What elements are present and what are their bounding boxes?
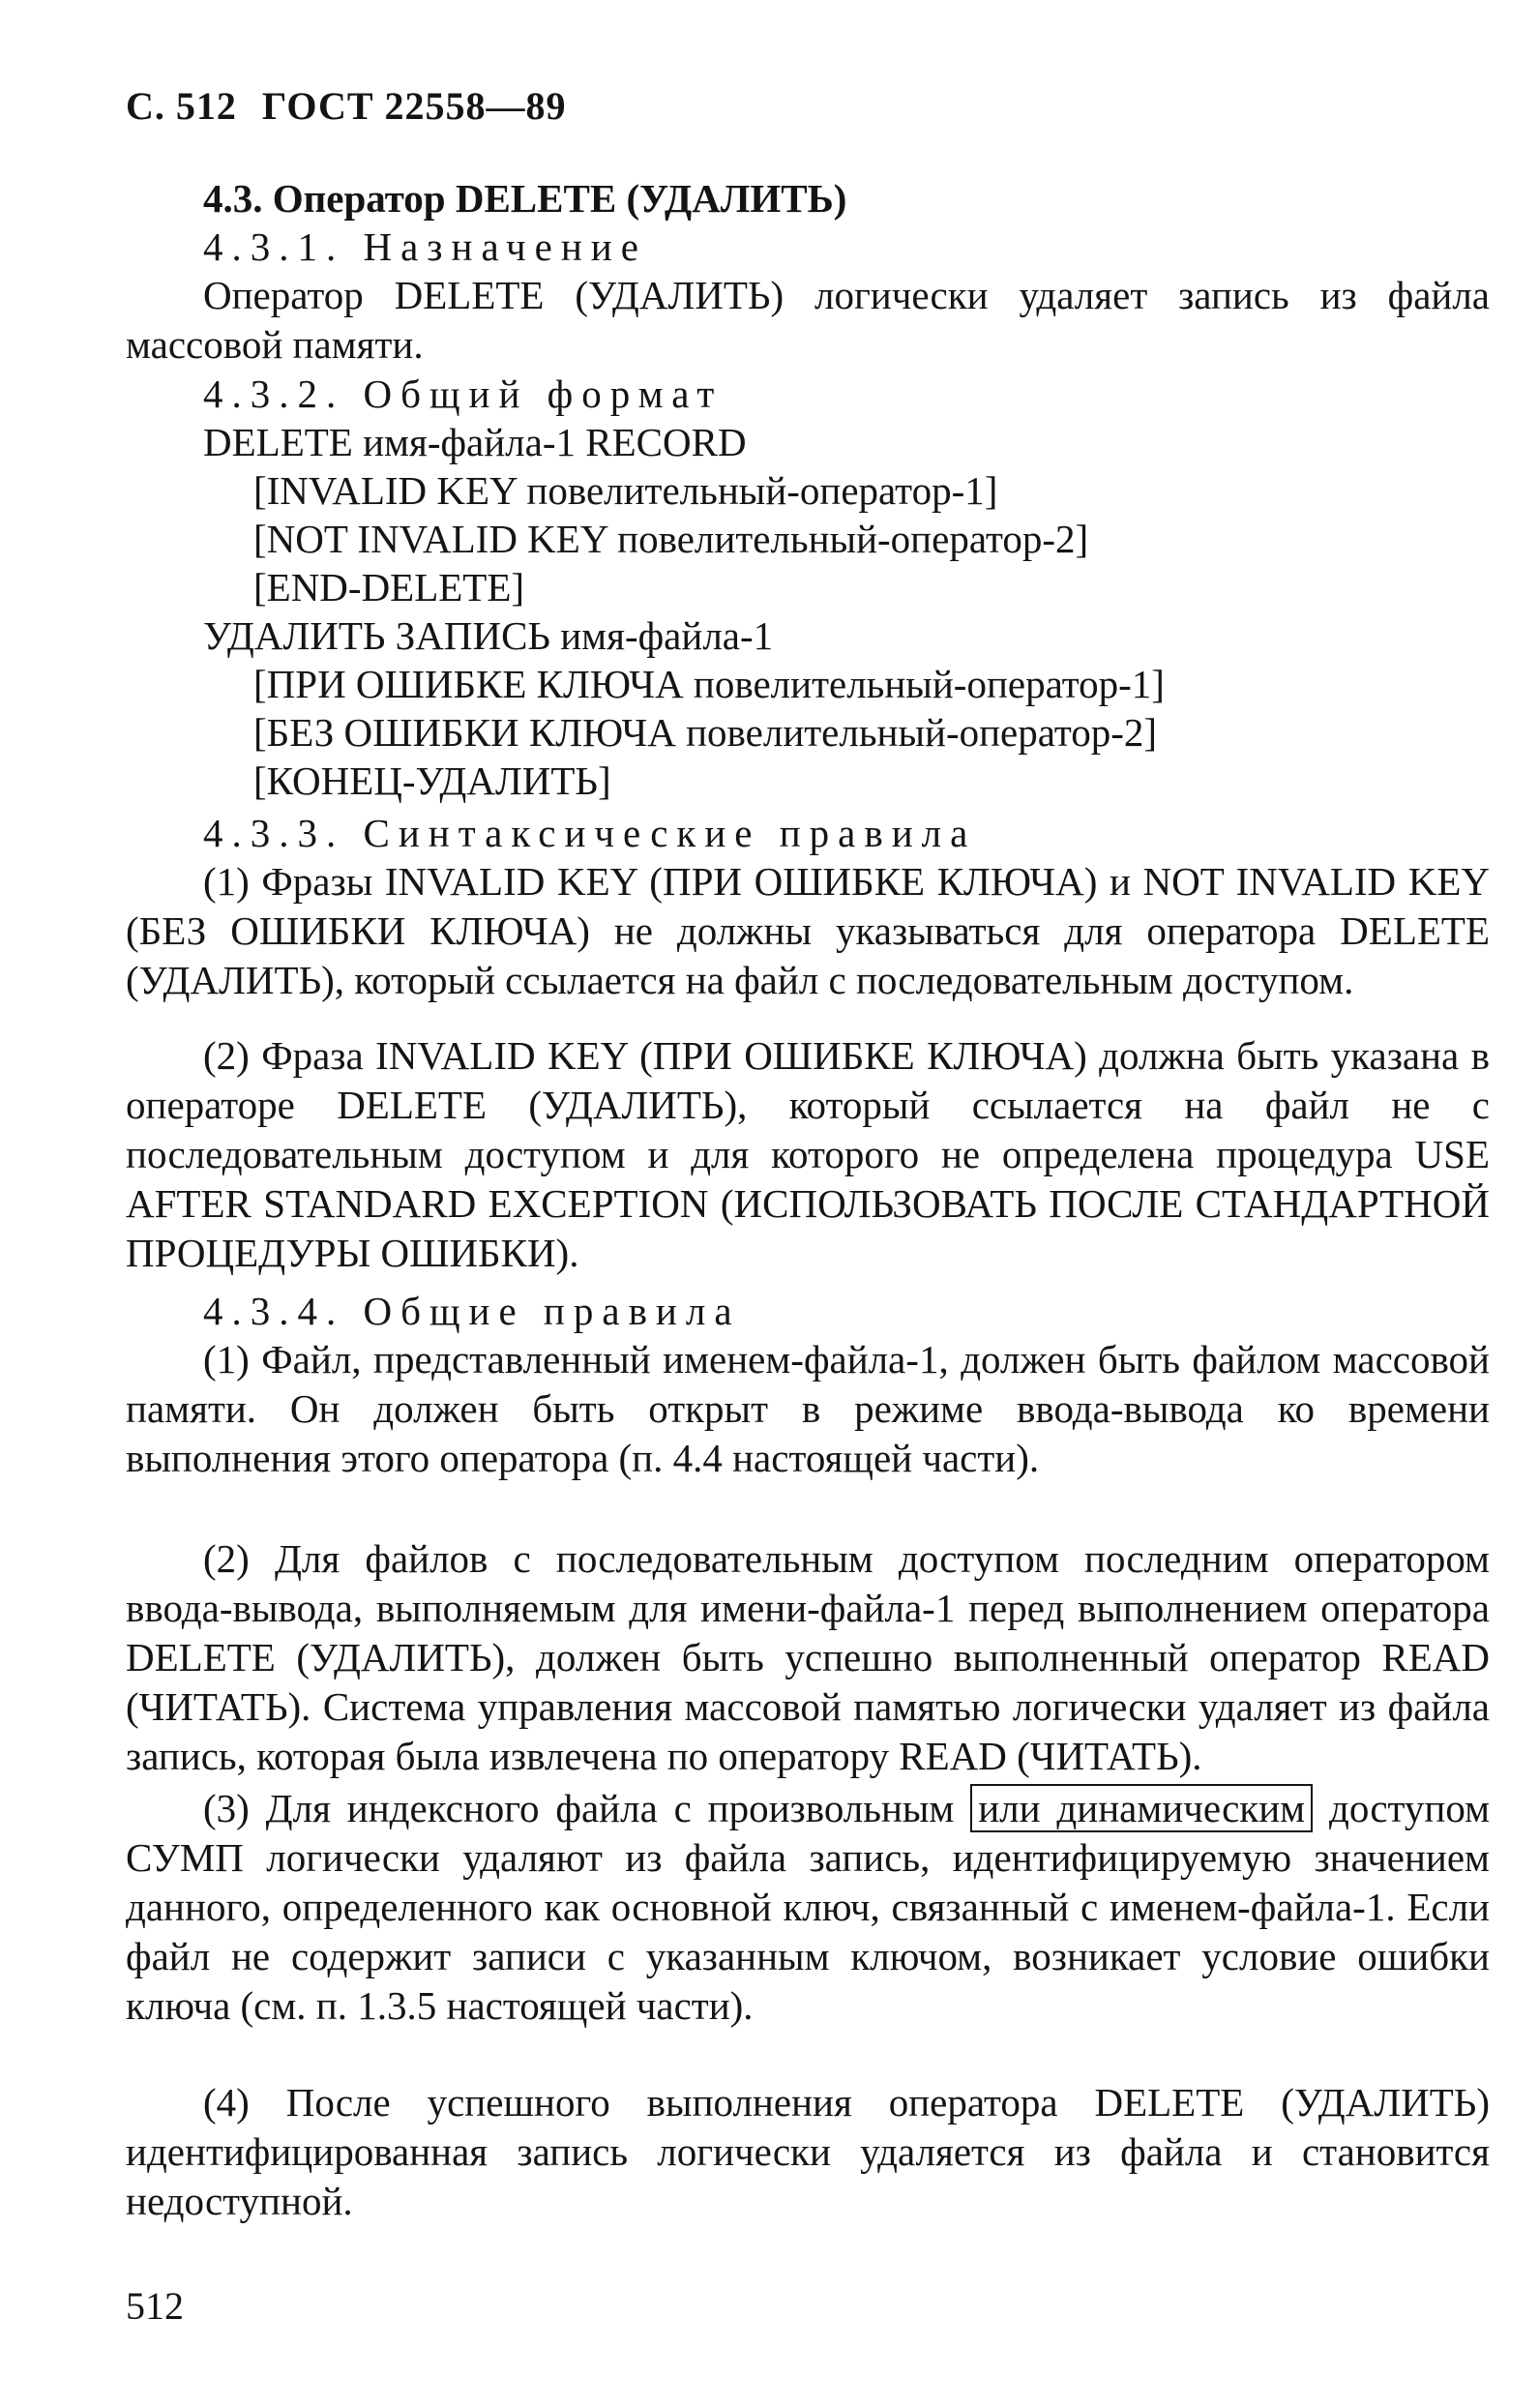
syntax-heading: 4.3.3. Синтаксические правила (203, 811, 977, 855)
dynamic-access-box: или динамическим (970, 1784, 1313, 1832)
format-en-line-4: [END-DELETE] (253, 565, 525, 609)
format-heading: 4.3.2. Общий формат (203, 372, 724, 416)
format-ru-line-2: [ПРИ ОШИБКЕ КЛЮЧА повелительный-оператор-1] (253, 662, 1165, 706)
page-number: 512 (126, 2284, 184, 2328)
format-ru-line-1: УДАЛИТЬ ЗАПИСЬ имя-файла-1 (203, 613, 774, 658)
format-en-line-2: [INVALID KEY повелительный-оператор-1] (253, 468, 998, 513)
general-rule-2: (2) Для файлов с последовательным доступом последним оператором ввода-вывода, выполняемым для имени-файла-1 перед выполнением оператора DELETE (УДАЛИТЬ), должен быть успешно выполненный оператор READ (ЧИТАТЬ). Система управления массовой памятью логически удаляет из файла запись, которая была извлечена по оператору READ (ЧИТАТЬ). (126, 1536, 1490, 1778)
purpose-text: Оператор DELETE (УДАЛИТЬ) логически удаляет запись из файла массовой памяти. (126, 273, 1490, 367)
general-rule-1: (1) Файл, представленный именем-файла-1, должен быть файлом массовой памяти. Он должен быть открыт в режиме ввода-вывода ко времени выполнения этого оператора (п. 4.4 настоящей части). (126, 1337, 1490, 1480)
general-heading: 4.3.4. Общие правила (203, 1289, 741, 1333)
format-ru-line-4: [КОНЕЦ-УДАЛИТЬ] (253, 758, 611, 803)
header-page: С. 512 (126, 84, 237, 128)
syntax-rule-1: (1) Фразы INVALID KEY (ПРИ ОШИБКЕ КЛЮЧА) и NOT INVALID KEY (БЕЗ ОШИБКИ КЛЮЧА) не должны указываться для оператора DELETE (УДАЛИТЬ), который ссылается на файл с последовательным доступом. (126, 859, 1490, 1002)
page-header (126, 83, 567, 129)
format-en-line-1: DELETE имя-файла-1 RECORD (203, 420, 747, 464)
general-rule-4: (4) После успешного выполнения оператора DELETE (УДАЛИТЬ) идентифицированная запись логически удаляется из файла и становится недоступной. (126, 2080, 1490, 2223)
general-rule-3: (3) Для индексного файла с произвольным или динамическим доступом СУМП логически удаляют из файла запись, идентифицируемую значением данного, определенного как основной ключ, связанный с именем-файла-1. Если файл не содержит записи с указанным ключом, возникает условие ошибки ключа (см. п. 1.3.5 настоящей части). (126, 1786, 1491, 2028)
purpose-heading: 4.3.1. Назначение (203, 224, 647, 269)
format-en-line-3: [NOT INVALID KEY повелительный-оператор-2] (253, 517, 1089, 561)
section-title: 4.3. Оператор DELETE (УДАЛИТЬ) (203, 176, 847, 221)
header-standard: ГОСТ 22558—89 (261, 84, 567, 128)
format-ru-line-3: [БЕЗ ОШИБКИ КЛЮЧА повелительный-оператор-2] (253, 710, 1158, 755)
syntax-rule-2: (2) Фраза INVALID KEY (ПРИ ОШИБКЕ КЛЮЧА) должна быть указана в операторе DELETE (УДАЛИТЬ), который ссылается на файл не с последовательным доступом и для которого не определена процедура USE AFTER STANDARD EXCEPTION (ИСПОЛЬЗОВАТЬ ПОСЛЕ СТАНДАРТНОЙ ПРОЦЕДУРЫ ОШИБКИ). (126, 1033, 1490, 1275)
